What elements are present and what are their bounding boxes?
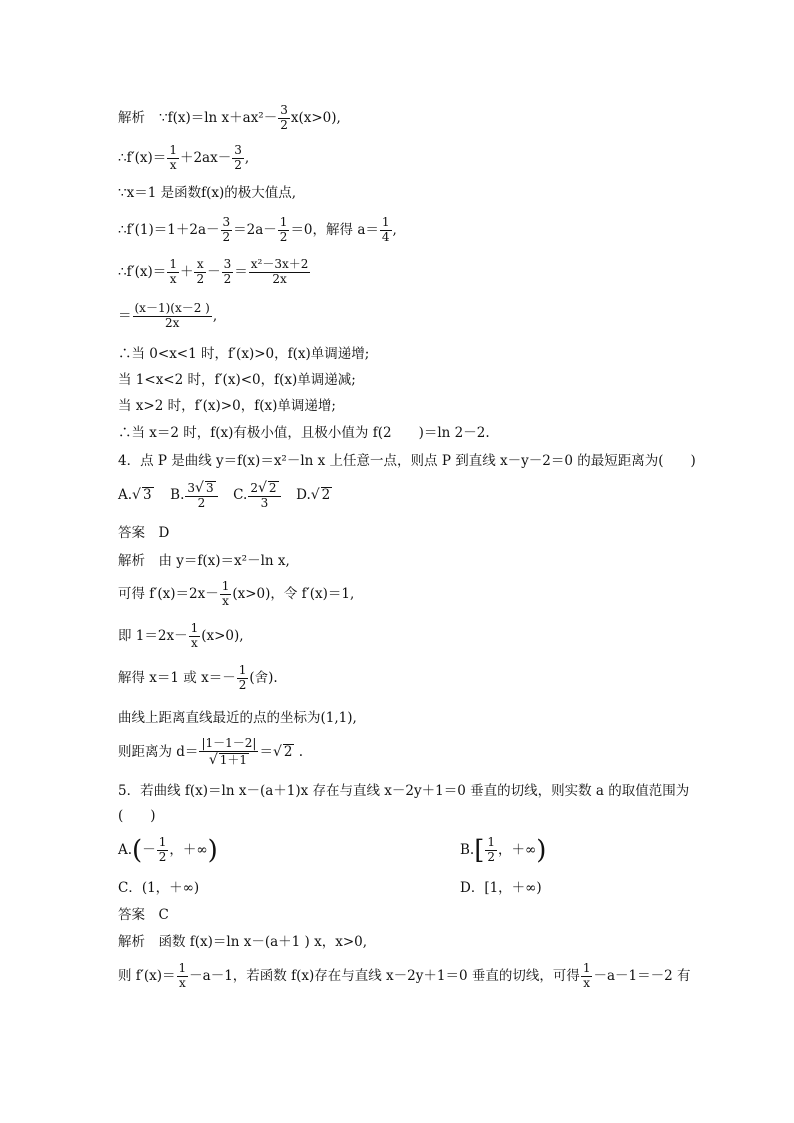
sol3-line-7: ∴当 0<x<1 时，f′(x)>0，f(x)单调递增; [118,346,370,362]
q5-sol-line-2: 则 f′(x)＝ $\frac{1}{x}$ －a－1，若函数 f(x)存在与直线 x－2y＋1＝0 垂直的切线，可得 $\frac{1}{x}$ －a－1＝－2 有 [118,961,691,990]
fraction: $\frac{(x-1)(x-2 )}{2x}$ [134,301,210,330]
q4-option-a: A.√ 3 [118,486,152,503]
q4-sol-line-1: 解析 由 y＝f(x)＝x²－ln x, [118,553,290,569]
fraction: $\frac{2√ 2}{3}$ [248,480,280,511]
fraction: $\frac{1}{2}$ [487,835,496,864]
q4-sol-line-5: 曲线上距离直线最近的点的坐标为(1,1), [118,710,357,726]
q4-options [118,480,332,511]
q5-option-b: B.[ $\frac{1}{2}$ ，＋∞) [460,835,547,866]
fraction: $\frac{|1-1-2|}{√ 1+1}$ [201,736,257,768]
fraction: $\frac{1}{2}$ [238,663,247,692]
fraction: $\frac{3}{2}$ [223,257,232,286]
fraction: $\frac{1}{2}$ [158,835,167,864]
sol3-line-10: ∴当 x＝2 时，f(x)有极小值，且极小值为 f(2 )＝ln 2－2. [118,425,490,441]
fraction: $\frac{1}{x}$ [178,961,187,990]
fraction: $\frac{1}{x}$ [221,579,230,608]
q5-option-d: D．[1，＋∞) [460,880,542,896]
fraction: $\frac{1}{4}$ [381,215,390,244]
sol3-line-5: ∴f′(x)＝ $\frac{1}{x}$ ＋ $\frac{x}{2}$ － $\frac{3}{2}$ ＝ $\frac{\text{x²－3x＋2}}{2x}$ [118,257,309,286]
fraction: $\frac{3}{2}$ [234,143,242,172]
sol3-line-8: 当 1<x<2 时，f′(x)<0，f(x)单调递减; [118,372,356,388]
q5-stem-paren: ( ) [118,808,156,824]
sol3-line-4: ∴f′(1)＝1＋2a－ $\frac{3}{2}$ ＝2a－ $\frac{1}{2}$ ＝0，解得 a＝ $\frac{1}{4}$ , [118,215,397,244]
q5-options-row-1 [118,835,547,866]
q5-stem: 5．若曲线 f(x)＝ln x－(a＋1)x 存在与直线 x－2y＋1＝0 垂直的切线，则实数 a 的取值范围为 [118,783,690,799]
fraction: $\frac{1}{2}$ [279,215,288,244]
sol3-line-9: 当 x>2 时，f′(x)>0，f(x)单调递增; [118,398,336,414]
q4-option-c: C. $\frac{2√ 2}{3}$ [233,487,281,503]
q4-option-b: B. $\frac{3√ 3}{2}$ [170,487,218,503]
q5-option-c: C．(1，＋∞) [118,880,200,896]
q4-sol-line-6: 则距离为 d＝ $\frac{|1-1-2|}{√ 1+1}$ ＝√ 2 . [118,736,304,768]
sol3-line-6: ＝ $\frac{(x-1)(x-2 )}{2x}$ , [118,301,218,330]
q4-answer: 答案 D [118,525,170,541]
q4-stem: 4．点 P 是曲线 y＝f(x)＝x²－ln x 上任意一点，则点 P 到直线 x－y－2＝0 的最短距离为( ) [118,453,696,469]
fraction: $\frac{3}{2}$ [222,215,231,244]
sol3-line-1: 解析 ∵f(x)＝ln x＋ax²－ $\frac{3}{2}$ x(x>0), [118,103,341,132]
q4-sol-line-3: 即 1＝2x－ $\frac{1}{x}$ (x>0), [118,621,244,650]
fraction: $\frac{x}{2}$ [196,257,205,286]
q4-option-d: D.√ 2 [296,486,331,503]
sol3-line-3: ∵x＝1 是函数f(x)的极大值点, [118,185,297,201]
q5-options-row-2 [118,880,542,896]
fraction: $\frac{1}{x}$ [190,621,199,650]
fraction: $\frac{3√ 3}{2}$ [185,480,217,511]
q5-sol-line-1: 解析 函数 f(x)＝ln x－(a＋1 ) x，x>0, [118,934,368,950]
q5-answer: 答案 C [118,907,169,923]
q5-option-a: A.(－ $\frac{1}{2}$ ，＋∞) [118,835,218,866]
fraction: $\frac{\text{x²－3x＋2}}{2x}$ [250,257,309,286]
fraction: $\frac{1}{x}$ [169,143,177,172]
sol3-line-2: ∴f′(x)＝ $\frac{1}{x}$ ＋2ax－ $\frac{3}{2}$ , [118,143,250,172]
fraction: $\frac{3}{2}$ [280,103,288,132]
q4-sol-line-2: 可得 f′(x)＝2x－ $\frac{1}{x}$ (x>0)，令 f′(x)＝1, [118,579,355,608]
fraction: $\frac{1}{x}$ [582,961,591,990]
q4-sol-line-4: 解得 x＝1 或 x＝－ $\frac{1}{2}$ (舍). [118,663,278,692]
fraction: $\frac{1}{x}$ [169,257,177,286]
